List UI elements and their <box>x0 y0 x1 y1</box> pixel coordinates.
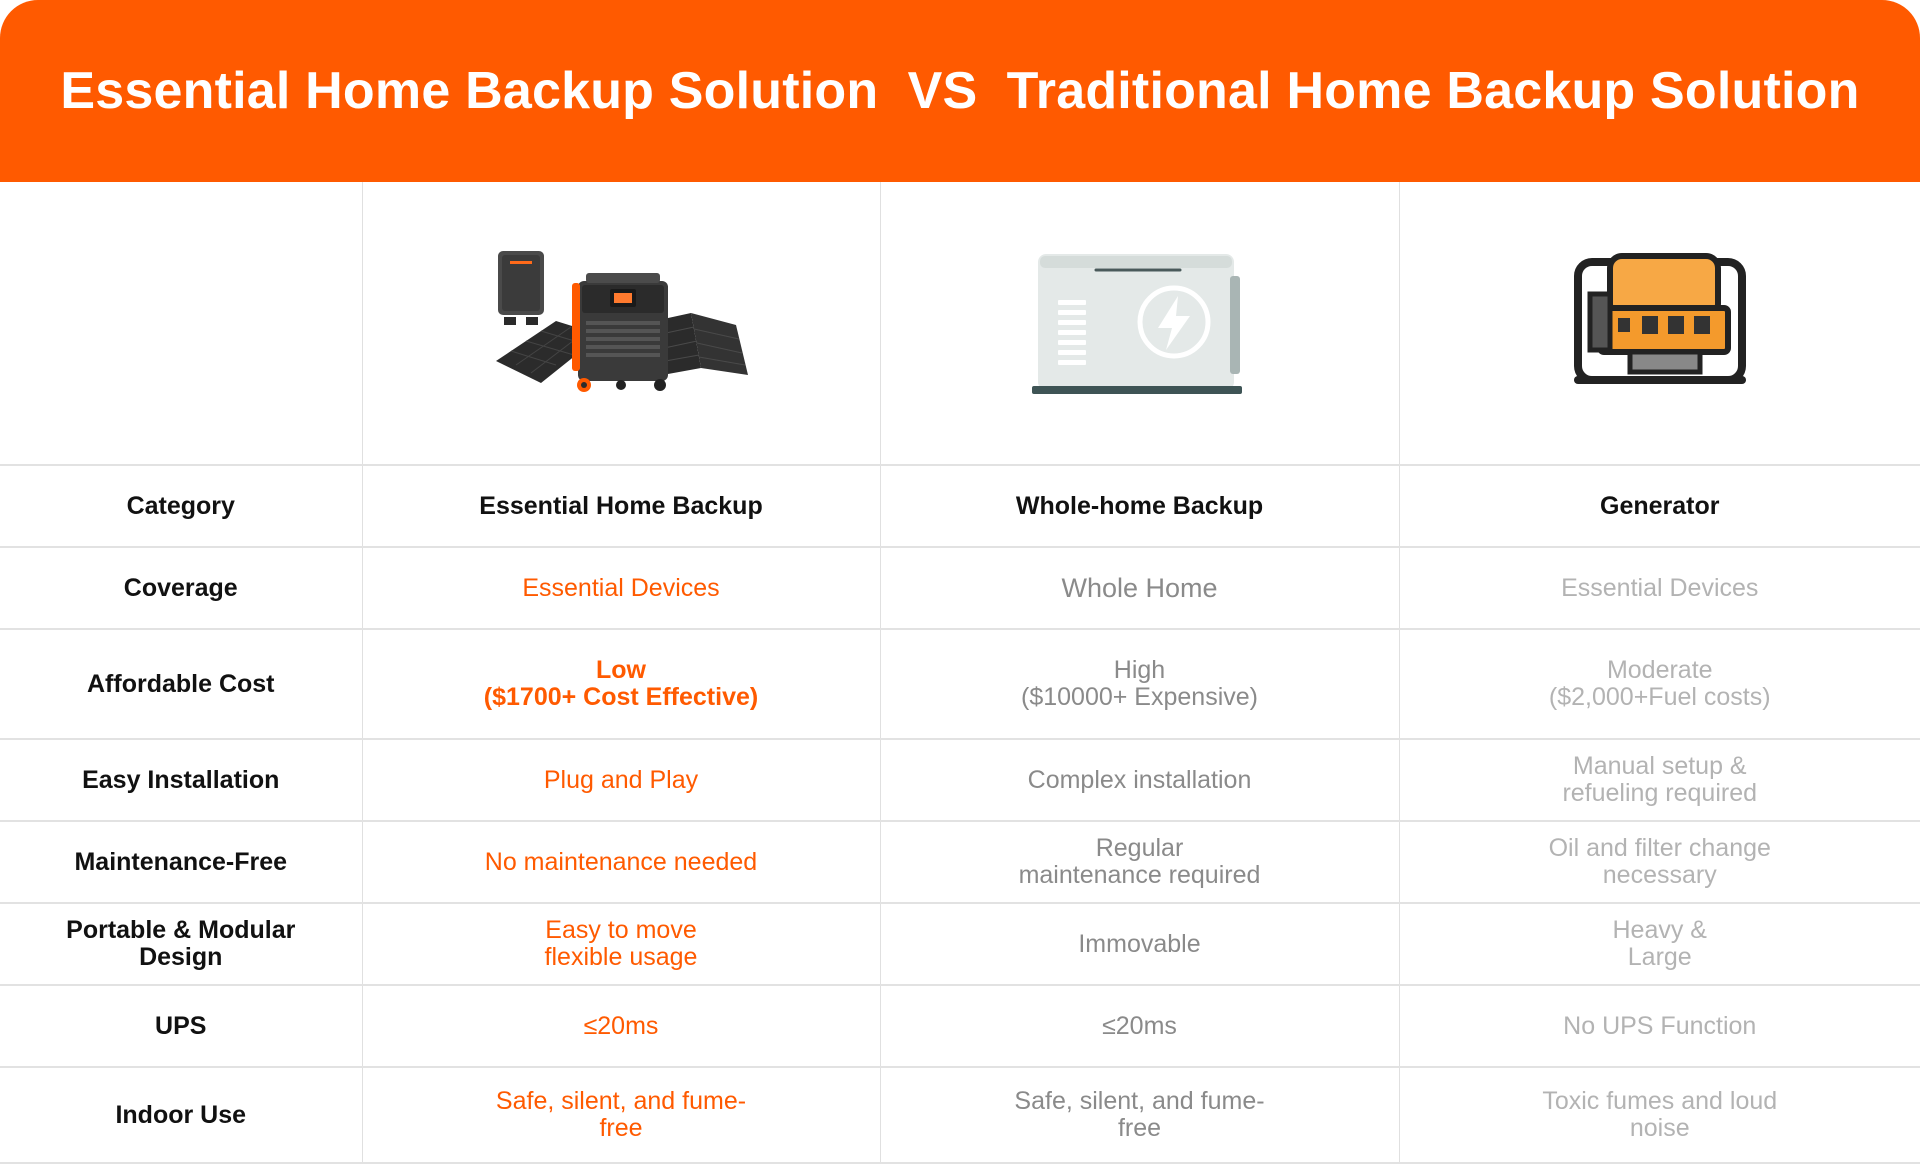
row-label-category: Category <box>0 465 362 547</box>
row-label-portable <box>0 903 362 985</box>
essential-cost-level: Low <box>596 656 646 684</box>
generator-category: Generator <box>1399 465 1920 547</box>
row-label-ups: UPS <box>0 985 362 1067</box>
essential-portable-line-2: flexible usage <box>544 943 698 971</box>
essential-installation: Plug and Play <box>362 739 880 821</box>
whole-home-indoor-line-1: Safe, silent, and fume- <box>1014 1087 1265 1115</box>
whole-home-ups: ≤20ms <box>880 985 1399 1067</box>
generator-portable <box>1399 903 1920 985</box>
row-label-maintenance: Maintenance-Free <box>0 821 362 903</box>
power-station-with-solar-panels-icon <box>486 243 756 403</box>
row-indoor <box>0 1067 1920 1163</box>
generator-portable-line-1: Heavy & <box>1612 916 1707 944</box>
row-installation <box>0 739 1920 821</box>
essential-coverage: Essential Devices <box>362 547 880 629</box>
essential-image-cell <box>362 182 880 465</box>
page-title: Essential Home Backup Solution VS Traditional Home Backup Solution <box>60 62 1860 120</box>
whole-home-cost-detail: ($10000+ Expensive) <box>1021 683 1258 711</box>
row-coverage <box>0 547 1920 629</box>
generator-indoor-line-1: Toxic fumes and loud <box>1542 1087 1778 1115</box>
row-ups <box>0 985 1920 1067</box>
row-portable <box>0 903 1920 985</box>
generator-portable-line-2: Large <box>1627 943 1692 971</box>
generator-coverage: Essential Devices <box>1399 547 1920 629</box>
essential-portable <box>362 903 880 985</box>
whole-home-maintenance <box>880 821 1399 903</box>
whole-home-battery-icon <box>1030 248 1250 398</box>
whole-home-maintenance-line-1: Regular <box>1095 834 1184 862</box>
row-label-indoor: Indoor Use <box>0 1067 362 1163</box>
product-image-row <box>0 182 1920 465</box>
row-label-coverage: Coverage <box>0 547 362 629</box>
row-maintenance <box>0 821 1920 903</box>
generator-installation-line-1: Manual setup & <box>1572 752 1747 780</box>
comparison-table <box>0 182 1920 1164</box>
generator-image-cell <box>1399 182 1920 465</box>
essential-indoor <box>362 1067 880 1163</box>
whole-home-installation: Complex installation <box>880 739 1399 821</box>
essential-maintenance: No maintenance needed <box>362 821 880 903</box>
whole-home-image-cell <box>880 182 1399 465</box>
whole-home-indoor <box>880 1067 1399 1163</box>
generator-maintenance-line-2: necessary <box>1602 861 1717 889</box>
essential-cost <box>362 629 880 739</box>
whole-home-indoor-line-2: free <box>1117 1114 1162 1142</box>
row-cost <box>0 629 1920 739</box>
generator-ups: No UPS Function <box>1399 985 1920 1067</box>
generator-maintenance <box>1399 821 1920 903</box>
generator-cost-level: Moderate <box>1606 656 1713 684</box>
title-banner <box>0 0 1920 182</box>
essential-category: Essential Home Backup <box>362 465 880 547</box>
essential-portable-line-1: Easy to move <box>545 916 697 944</box>
whole-home-category: Whole-home Backup <box>880 465 1399 547</box>
essential-ups: ≤20ms <box>362 985 880 1067</box>
generator-icon <box>1570 248 1750 398</box>
generator-installation <box>1399 739 1920 821</box>
essential-indoor-line-1: Safe, silent, and fume- <box>495 1087 747 1115</box>
essential-cost-detail: ($1700+ Cost Effective) <box>483 683 759 711</box>
row-label-installation: Easy Installation <box>0 739 362 821</box>
blank-corner-cell <box>0 182 362 465</box>
whole-home-maintenance-line-2: maintenance required <box>1018 861 1261 889</box>
whole-home-portable: Immovable <box>880 903 1399 985</box>
row-label-portable-line-1: Portable & Modular <box>66 916 296 944</box>
row-label-cost: Affordable Cost <box>0 629 362 739</box>
whole-home-cost <box>880 629 1399 739</box>
whole-home-cost-level: High <box>1113 656 1166 684</box>
row-category <box>0 465 1920 547</box>
essential-indoor-line-2: free <box>599 1114 643 1142</box>
row-label-portable-line-2: Design <box>139 943 223 971</box>
generator-cost <box>1399 629 1920 739</box>
generator-maintenance-line-1: Oil and filter change <box>1548 834 1771 862</box>
generator-indoor-line-2: noise <box>1629 1114 1690 1142</box>
whole-home-coverage: Whole Home <box>880 547 1399 629</box>
generator-cost-detail: ($2,000+Fuel costs) <box>1548 683 1771 711</box>
generator-installation-line-2: refueling required <box>1562 779 1758 807</box>
generator-indoor <box>1399 1067 1920 1163</box>
